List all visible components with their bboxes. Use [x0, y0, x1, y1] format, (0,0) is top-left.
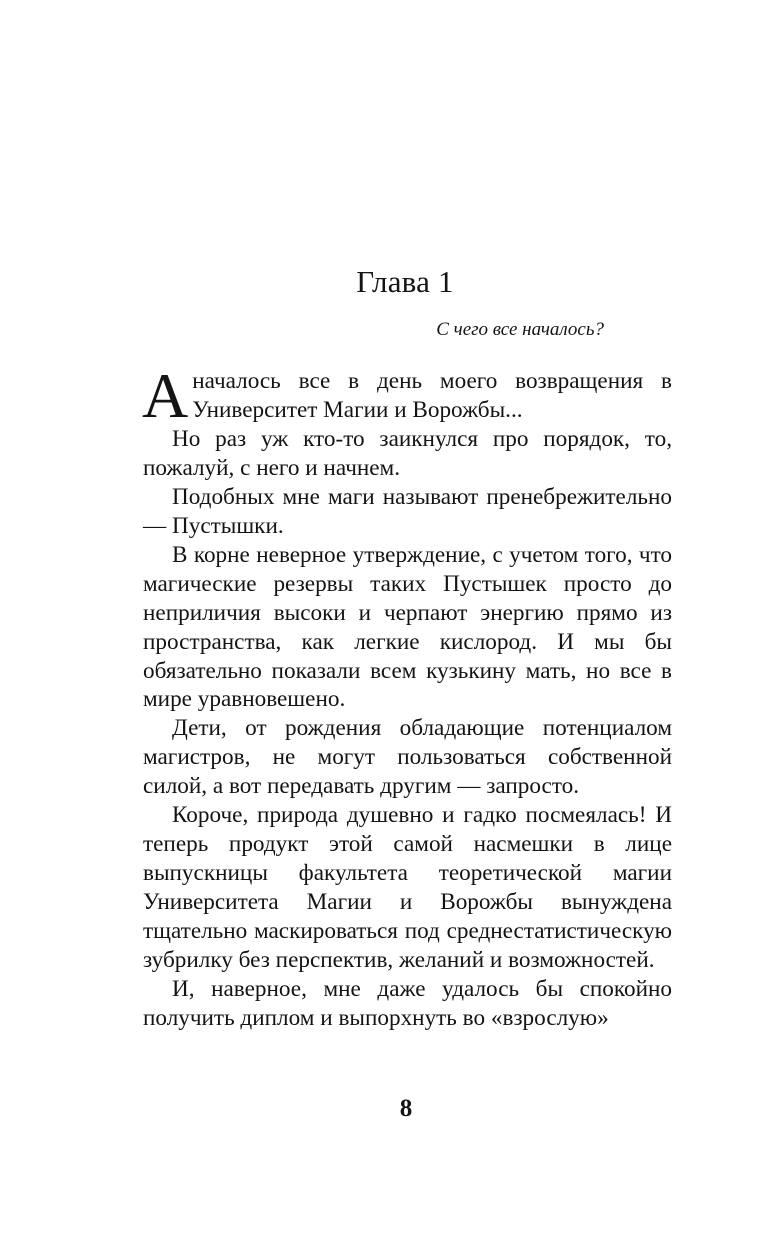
chapter-epigraph: С чего все началось?	[436, 319, 604, 340]
paragraph-5: Дети, от рождения обладающие потенциалом магистров, не могут пользоваться собственной силой, а вот передавать другим — запросто.	[143, 715, 672, 800]
paragraph-7: И, наверное, мне даже удалось бы спокойно получить диплом и выпорхнуть во «взрослую»	[143, 976, 672, 1031]
chapter-title: Глава 1	[356, 264, 454, 299]
paragraph-1	[142, 360, 672, 431]
paragraph-4: В корне неверное утверждение, с учетом того, что магические резервы таких Пустышек просто до неприличия высоки и черпают энергию прямо из пространства, как легкие кислород. И мы бы обязательно показали всем кузькину мать, но все в мире уравновешено.	[143, 541, 672, 713]
drop-cap: А	[142, 360, 189, 431]
paragraph-6: Короче, природа душевно и гадко посмеялась! И теперь продукт этой самой насмешки в лице выпускницы факультета теоретической магии Университета Магии и Ворожбы вынуждена тщательно маскироваться под среднестатистическую зубрилку без перспектив, желаний и возможностей.	[143, 802, 672, 974]
page-number: 8	[399, 1095, 413, 1122]
paragraph-2: Но раз уж кто-то заикнулся про порядок, то, пожалуй, с него и начнем.	[143, 425, 672, 481]
body-text	[142, 360, 672, 1033]
paragraph-3: Подобных мне маги называют пренебрежительно — Пустышки.	[143, 483, 672, 539]
paragraph-1-text: началось все в день моего возвращения в Университет Магии и Ворожбы...	[192, 368, 672, 423]
